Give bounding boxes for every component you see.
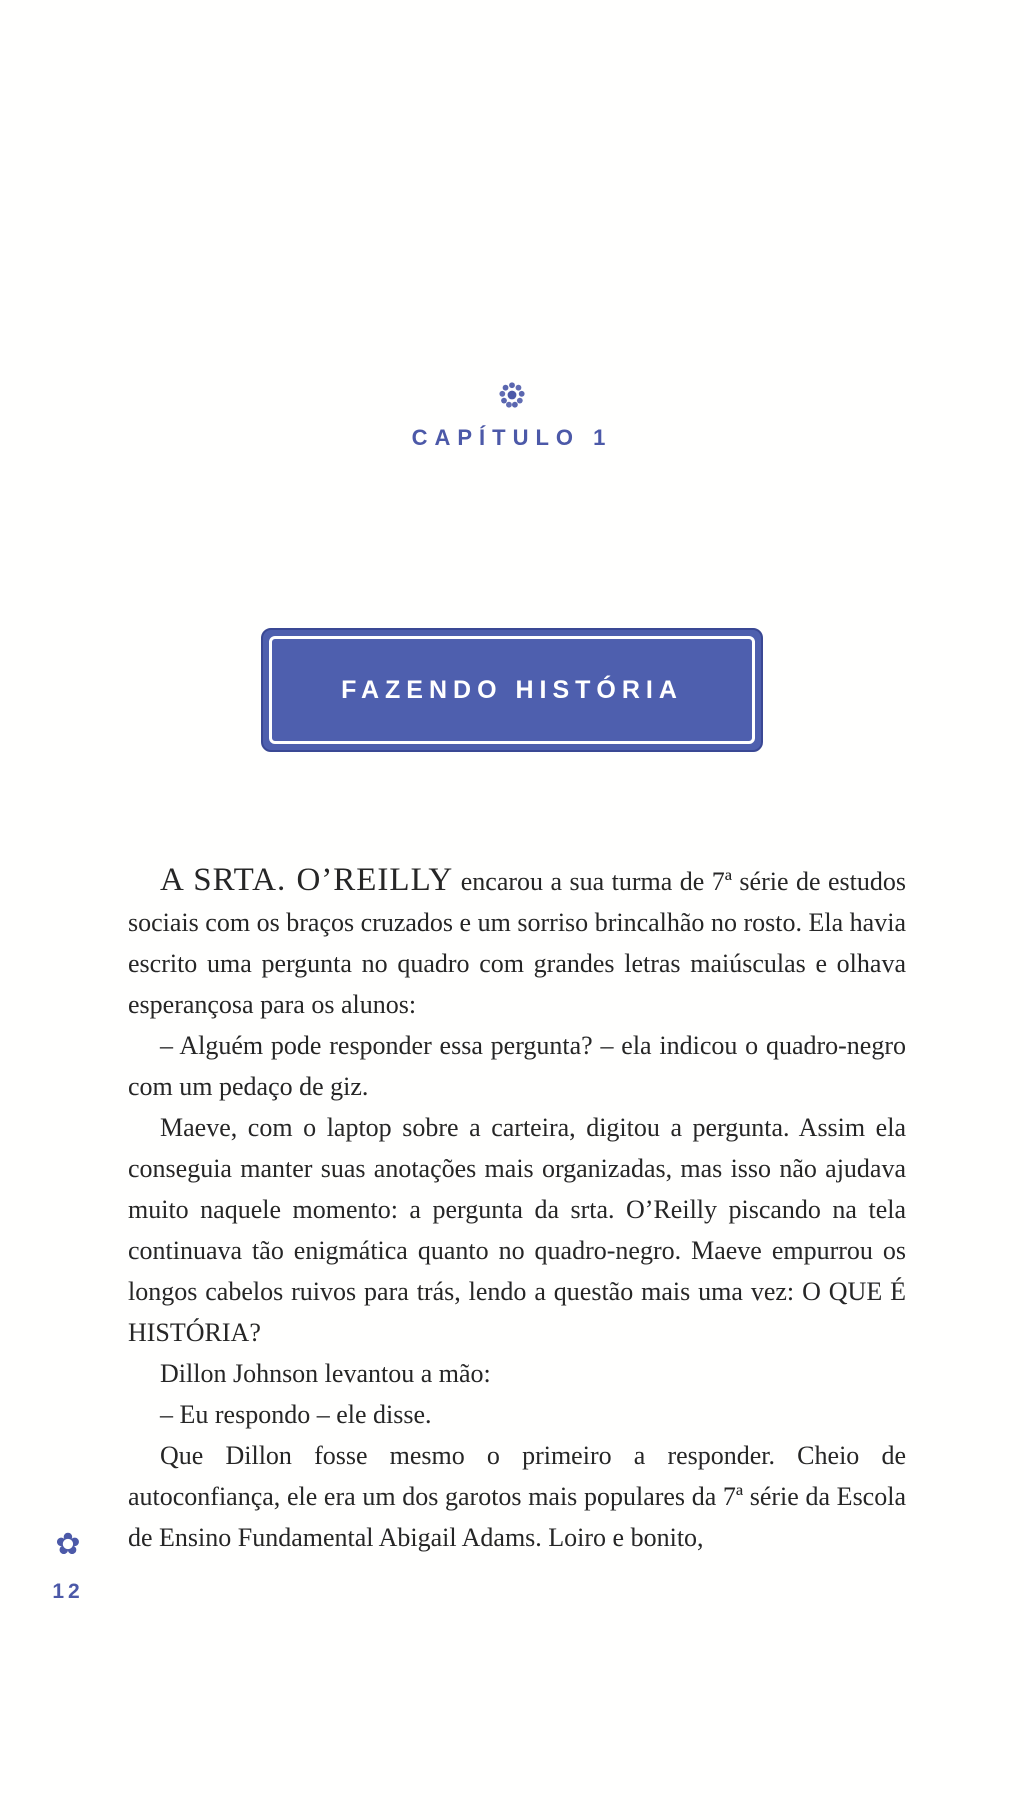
chapter-title-box bbox=[261, 628, 763, 752]
paragraph: Maeve, com o laptop sobre a carteira, digitou a pergunta. Assim ela conseguia manter suas anotações mais organizadas, mas isso não ajudava muito naquele momento: a pergunta da srta. O’Reilly piscando na tela continuava tão enigmática quanto no quadro-negro. Maeve empurrou os longos cabelos ruivos para trás, lendo a questão mais uma vez: O QUE É HISTÓRIA? bbox=[128, 1113, 906, 1347]
paragraph: – Eu respondo – ele disse. bbox=[160, 1400, 432, 1429]
rosette-dots-icon bbox=[495, 378, 529, 412]
paragraph-lead-caps: A SRTA. O’REILLY bbox=[160, 862, 454, 898]
page-footer bbox=[36, 1528, 100, 1604]
paragraph-text: encarou a sua turma de 7ª série de estudos sociais com os braços cruzados e um sorriso brincalhão no rosto. Ela havia escrito uma pergunta no quadro com grandes letras maiúsculas e olhava esperançosa para os alunos: bbox=[128, 867, 906, 1019]
paragraph bbox=[128, 860, 906, 1025]
chapter-title: FAZENDO HISTÓRIA bbox=[341, 675, 683, 704]
paragraph: Dillon Johnson levantou a mão: bbox=[160, 1359, 491, 1388]
chapter-header bbox=[0, 378, 1024, 451]
chapter-title-box-inner-frame bbox=[269, 636, 755, 744]
paragraph: Que Dillon fosse mesmo o primeiro a responder. Cheio de autoconfiança, ele era um dos garotos mais populares da 7ª série da Escola de Ensino Fundamental Abigail Adams. Loiro e bonito, bbox=[128, 1441, 906, 1552]
florette-icon: ✿ bbox=[55, 1527, 81, 1562]
paragraph: – Alguém pode responder essa pergunta? – ela indicou o quadro-negro com um pedaço de giz. bbox=[128, 1031, 906, 1101]
page-number: 12 bbox=[52, 1580, 84, 1603]
chapter-label: CAPÍTULO 1 bbox=[411, 425, 613, 450]
body-text bbox=[128, 860, 906, 1558]
